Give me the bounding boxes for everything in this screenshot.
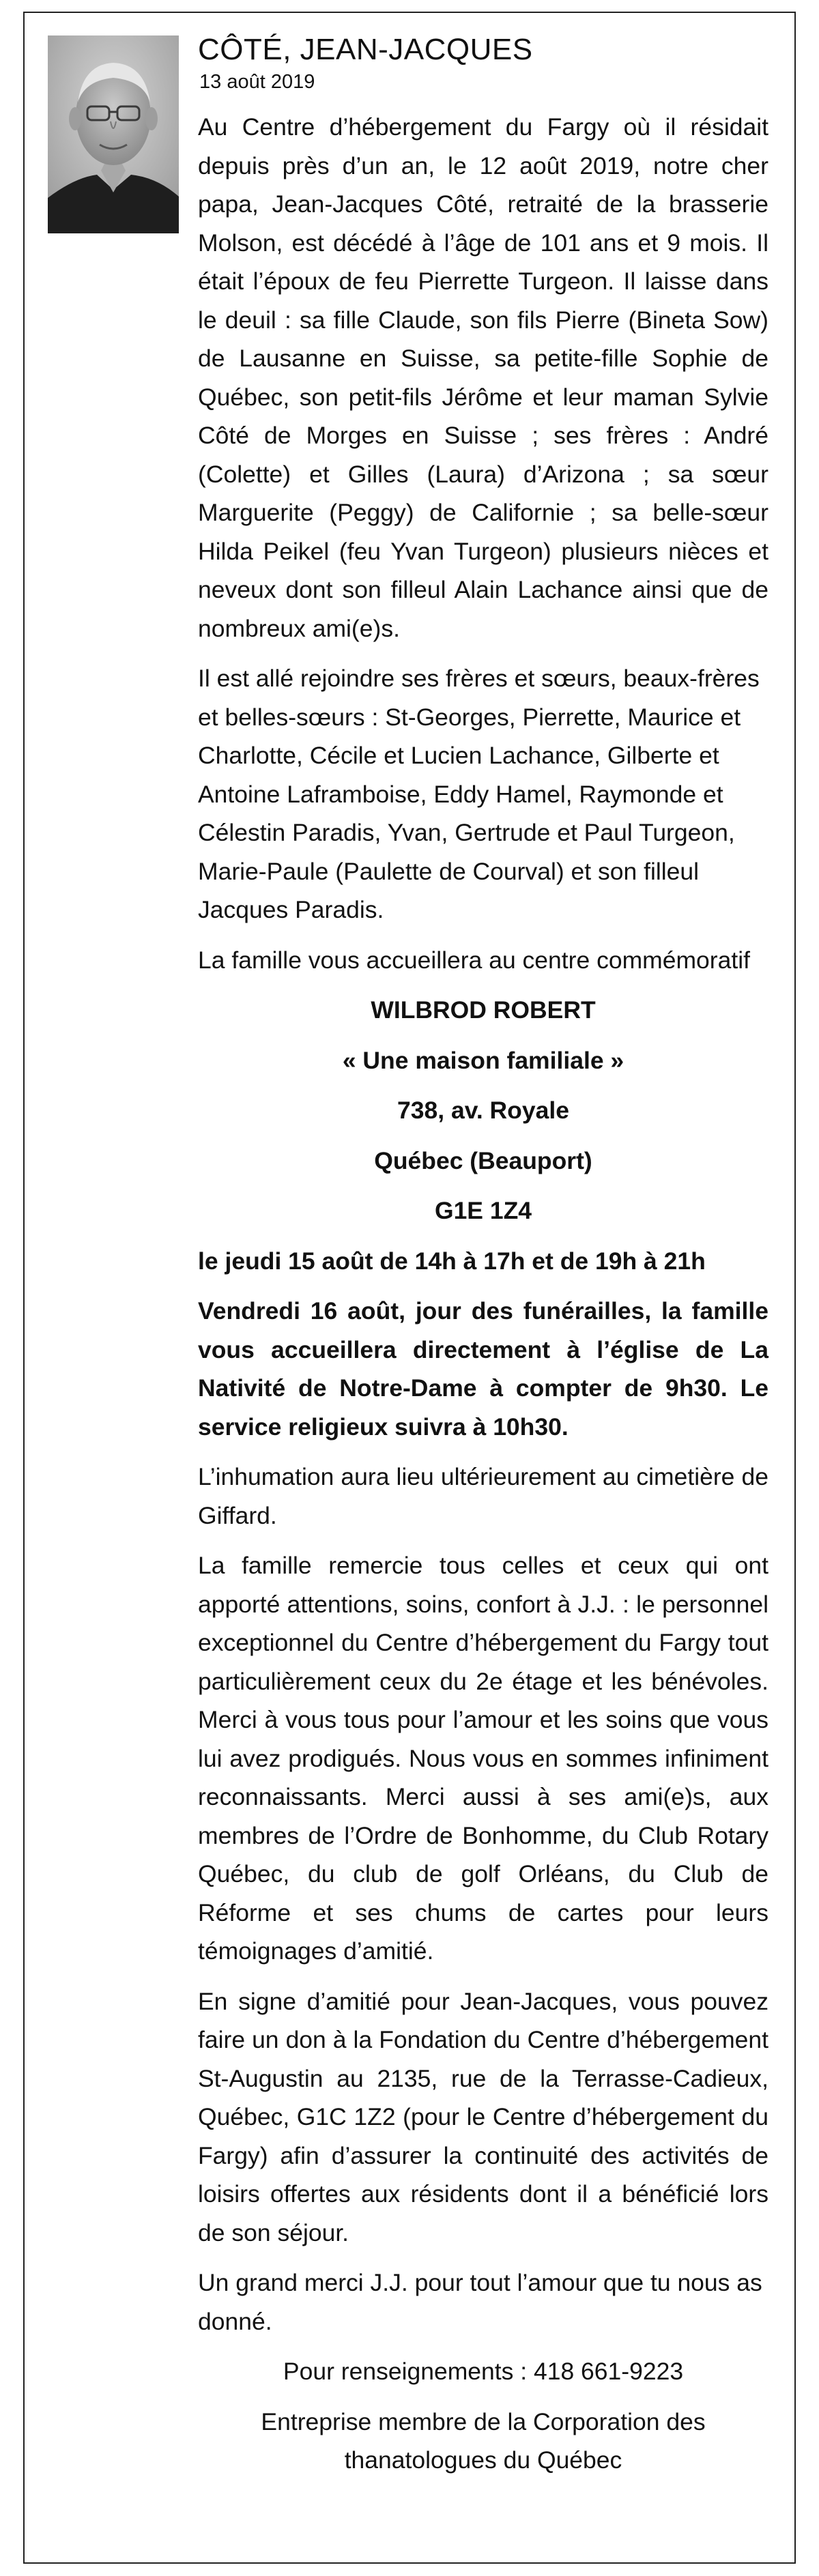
- funeral-home-city: Québec (Beauport): [374, 1146, 592, 1174]
- reception-paragraph: La famille vous accueillera au centre commémoratif: [198, 946, 750, 974]
- obituary-body: [198, 108, 768, 2480]
- funeral-details: Vendredi 16 août, jour des funérailles, la famille vous accueillera directement à l’église de La Nativité de Notre-Dame à compter de 9h30. Le service religieux suivra à 10h30.: [198, 1297, 768, 1441]
- funeral-home-postal: G1E 1Z4: [434, 1197, 532, 1224]
- portrait-photo: [48, 35, 179, 233]
- donation-paragraph: En signe d’amitié pour Jean-Jacques, vous pouvez faire un don à la Fondation du Centre d’hébergement St-Augustin au 2135, rue de la Terrasse-Cadieux, Québec, G1C 1Z2 (pour le Centre d’hébergement du Fargy) afin d’assurer la continuité des activités de loisirs offertes aux résidents dont il a bénéficié lors de son séjour.: [198, 1987, 768, 2246]
- deceased-name: CÔTÉ, JEAN-JACQUES: [198, 33, 533, 66]
- funeral-home-tagline: « Une maison familiale »: [342, 1046, 624, 1074]
- announcement-paragraph: Au Centre d’hébergement du Fargy où il résidait depuis près d’un an, le 12 août 2019, notre cher papa, Jean-Jacques Côté, retraité de la brasserie Molson, est décédé à l’âge de 101 ans et 9 mois. Il était l’époux de feu Pierrette Turgeon. Il laisse dans le deuil : sa fille Claude, son fils Pierre (Bineta Sow) de Lausanne en Suisse, sa petite-fille Sophie de Québec, son petit-fils Jérôme et leur maman Sylvie Côté de Morges en Suisse ; ses frères : André (Colette) et Gilles (Laura) d’Arizona ; sa sœur Marguerite (Peggy) de Californie ; sa belle-sœur Hilda Peikel (feu Yvan Turgeon) plusieurs nièces et neveux dont son filleul Alain Lachance ainsi que de nombreux ami(e)s.: [198, 113, 768, 642]
- burial-note: L’inhumation aura lieu ultérieurement au cimetière de Giffard.: [198, 1463, 768, 1529]
- thanks-paragraph: La famille remercie tous celles et ceux qui ont apporté attentions, soins, confort à J.J. : le personnel exceptionnel du Centre d’hébergement du Fargy tout particulièrement ceux du 2e étage et les bénévoles. Merci à vous tous pour l’amour et les soins que vous lui avez prodigués. Nous vous en sommes infiniment reconnaissants. Merci aussi à ses ami(e)s, aux membres de l’Ordre de Bonhomme, du Club Rotary Québec, du club de golf Orléans, du Club de Réforme et ses chums de cartes pour leurs témoignages d’amitié.: [198, 1552, 768, 1965]
- membership-note: Entreprise membre de la Corporation des thanatologues du Québec: [261, 2407, 706, 2474]
- visitation-hours: le jeudi 15 août de 14h à 17h et de 19h à 21h: [198, 1247, 706, 1275]
- funeral-home-street: 738, av. Royale: [397, 1097, 569, 1124]
- predeceased-paragraph: Il est allé rejoindre ses frères et sœurs, beaux-frères et belles-sœurs : St-Georges, Pierrette, Maurice et Charlotte, Cécile et Lucien Lachance, Gilberte et Antoine Laframboise, Eddy Hamel, Raymonde et Célestin Paradis, Yvan, Gertrude et Paul Turgeon, Marie-Paule (Paulette de Courval) et son filleul Jacques Paradis.: [198, 665, 760, 923]
- contact-info: Pour renseignements : 418 661-9223: [283, 2358, 684, 2385]
- notice-date: 13 août 2019: [199, 71, 315, 93]
- closing-message: Un grand merci J.J. pour tout l’amour que tu nous as donné.: [198, 2269, 762, 2335]
- funeral-home-name: WILBROD ROBERT: [371, 996, 596, 1024]
